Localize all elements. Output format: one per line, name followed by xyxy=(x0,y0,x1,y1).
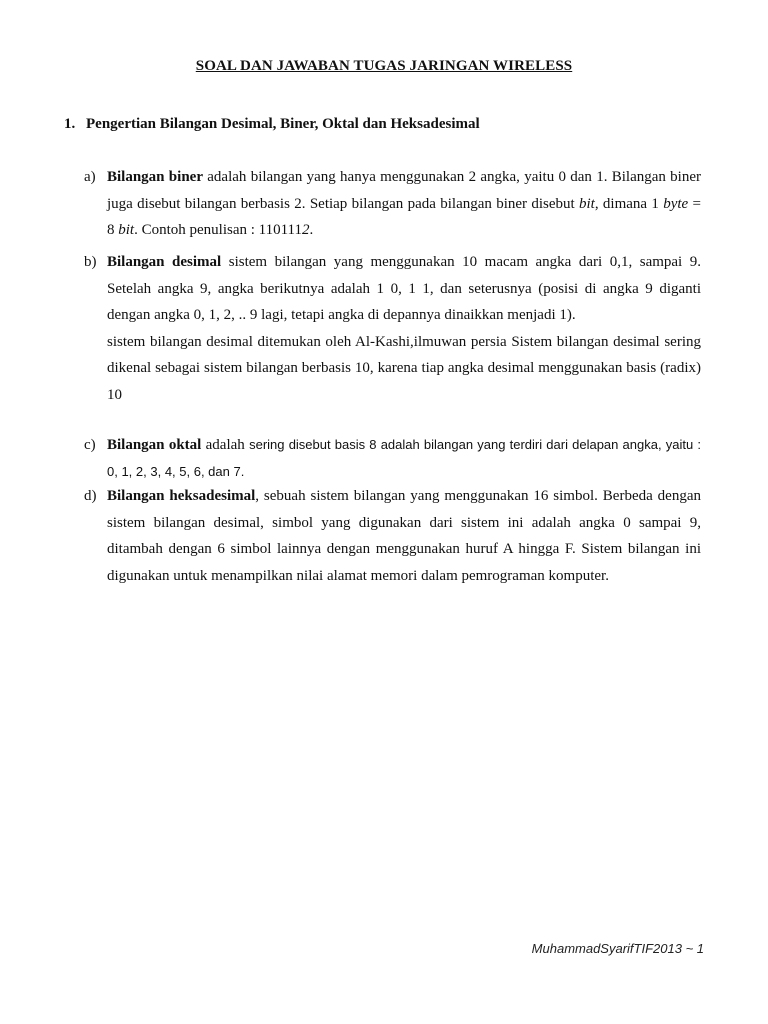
list-item-desimal xyxy=(84,249,701,408)
list-item-heksadesimal xyxy=(84,483,701,589)
bit-term-2: bit xyxy=(118,222,135,238)
byte-term: byte xyxy=(663,195,689,212)
list-item-oktal xyxy=(84,432,701,485)
desimal-text-2: sistem bilangan desimal ditemukan oleh Al-Kashi,ilmuwan persia Sistem bilangan desimal sering dikenal sebagai sistem bilangan berbasis 10, karena tiap angka desimal menggunakan basis (radix) 10 xyxy=(107,333,701,403)
page-footer: MuhammadSyarifTIF2013 ~ 1 xyxy=(531,941,704,956)
list-marker: a) xyxy=(84,169,96,185)
list-item-body xyxy=(107,483,701,589)
binary-subscript: 2 xyxy=(302,222,310,238)
biner-text-2: , dimana 1 xyxy=(594,195,664,212)
oktal-text-1: adalah xyxy=(201,437,250,453)
section-number: 1. xyxy=(64,116,76,132)
term-desimal: Bilangan desimal xyxy=(107,254,222,270)
section-heading-text: Pengertian Bilangan Desimal, Biner, Oktal dan Heksadesimal xyxy=(86,116,480,132)
desimal-text-1: sistem bilangan yang menggunakan 10 macam angka dari 0,1, sampai 9. Setelah angka 9, angka berikutnya adalah 1 0, 1 1, dan seterusnya (posisi di angka 9 diganti dengan angka 0, 1, 2, .. 9 lagi, tetapi angka di depannya dinaikkan menjadi 1). xyxy=(107,254,702,323)
section-heading xyxy=(64,116,480,133)
biner-text-5: . xyxy=(309,222,314,238)
term-oktal: Bilangan oktal xyxy=(107,437,202,453)
list-marker: b) xyxy=(84,254,97,270)
term-heksadesimal: Bilangan heksadesimal xyxy=(107,488,256,504)
oktal-text-2: sering disebut basis 8 adalah bilangan yang terdiri dari delapan angka, yaitu : 0, 1, 2, 3, 4, 5, 6, dan 7. xyxy=(107,437,702,479)
list-marker: d) xyxy=(84,488,97,504)
page-title: SOAL DAN JAWABAN TUGAS JARINGAN WIRELESS xyxy=(195,58,573,74)
biner-text-1: adalah bilangan yang hanya menggunakan 2 angka, yaitu 0 dan 1. Bilangan biner juga disebut bilangan berbasis 2. Setiap bilangan pada bilangan biner disebut xyxy=(107,169,701,212)
list-item-body xyxy=(107,164,701,244)
bit-term-1: bit xyxy=(579,195,595,212)
biner-text-3: = 8 xyxy=(107,195,702,238)
heksadesimal-text-1: , sebuah sistem bilangan yang menggunakan 16 simbol. Berbeda dengan sistem bilangan desimal, simbol yang digunakan dari sistem ini adalah angka 0 sampai 9, ditambah dengan 6 simbol lainnya dengan menggunakan huruf A hingga F. Sistem bilangan ini digunakan untuk menampilkan nilai alamat memori dalam pemrograman komputer. xyxy=(107,488,701,584)
list-item-biner xyxy=(84,164,701,244)
list-marker: c) xyxy=(84,437,96,453)
term-biner: Bilangan biner xyxy=(107,169,203,185)
biner-text-4: . Contoh penulisan : 110111 xyxy=(134,222,303,238)
list-item-body xyxy=(107,249,701,408)
list-item-body xyxy=(107,432,701,485)
